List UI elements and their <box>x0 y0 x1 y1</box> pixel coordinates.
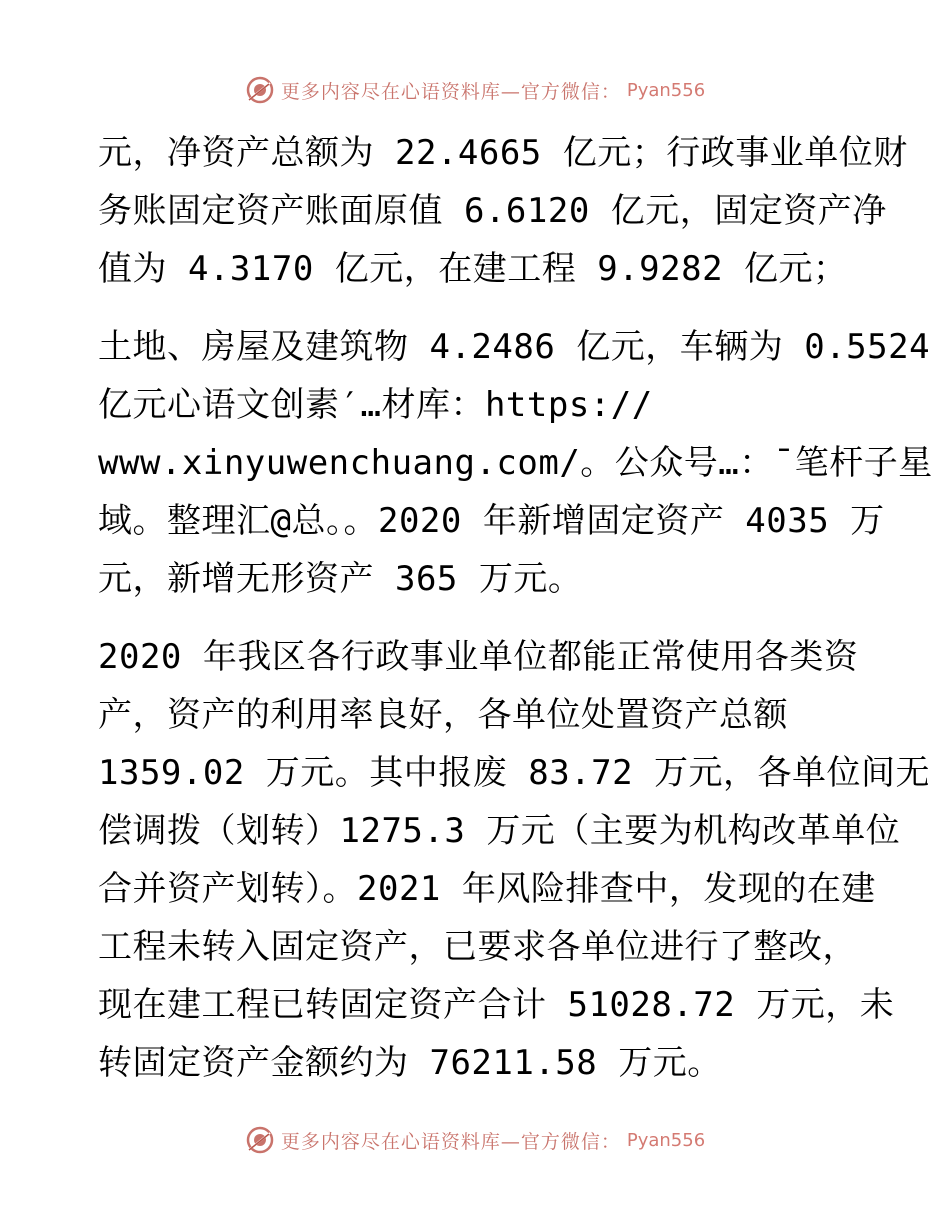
watermark-wechat-id: Pyan556 <box>626 79 706 101</box>
paragraph-1 <box>98 124 908 298</box>
text-line: 合并资产划转）。2021 年风险排查中，发现的在建 <box>98 869 876 909</box>
text-line: 亿元心语文创素′…材库：https:// <box>98 385 653 425</box>
text-line: www.xinyuwenchuang.com/。公众号…：¯笔杆子星 <box>98 443 933 483</box>
text-line: 工程未转入固定资产，已要求各单位进行了整改， <box>98 927 857 967</box>
text-line: 值为 4.3170 亿元，在建工程 9.9282 亿元； <box>98 249 848 289</box>
watermark-text: 更多内容尽在心语资料库—官方微信： <box>280 1130 621 1153</box>
watermark-wechat-id: Pyan556 <box>626 1129 706 1151</box>
text-line: 元，净资产总额为 22.4665 亿元；行政事业单位财 <box>98 133 908 173</box>
watermark-text: 更多内容尽在心语资料库—官方微信： <box>280 80 621 103</box>
paragraph-2 <box>98 318 933 608</box>
header-watermark <box>0 72 950 108</box>
text-line: 务账固定资产账面原值 6.6120 亿元，固定资产净 <box>98 191 887 231</box>
text-line: 偿调拨（划转）1275.3 万元（主要为机构改革单位 <box>98 811 901 851</box>
text-line: 2020 年我区各行政事业单位都能正常使用各类资 <box>98 637 859 677</box>
text-line: 元，新增无形资产 365 万元。 <box>98 559 583 599</box>
text-line: 转固定资产金额约为 76211.58 万元。 <box>98 1043 722 1083</box>
text-line: 域。整理汇@总。。2020 年新增固定资产 4035 万 <box>98 501 885 541</box>
seal-logo-icon <box>245 75 275 105</box>
text-line: 1359.02 万元。其中报废 83.72 万元，各单位间无 <box>98 753 931 793</box>
document-body <box>98 124 933 1112</box>
seal-logo-icon <box>245 1125 275 1155</box>
text-line: 产，资产的利用率良好，各单位处置资产总额 <box>98 695 788 735</box>
paragraph-3 <box>98 628 931 1092</box>
text-line: 土地、房屋及建筑物 4.2486 亿元，车辆为 0.5524 <box>98 327 931 367</box>
text-line: 现在建工程已转固定资产合计 51028.72 万元，未 <box>98 985 895 1025</box>
footer-watermark <box>0 1122 950 1158</box>
